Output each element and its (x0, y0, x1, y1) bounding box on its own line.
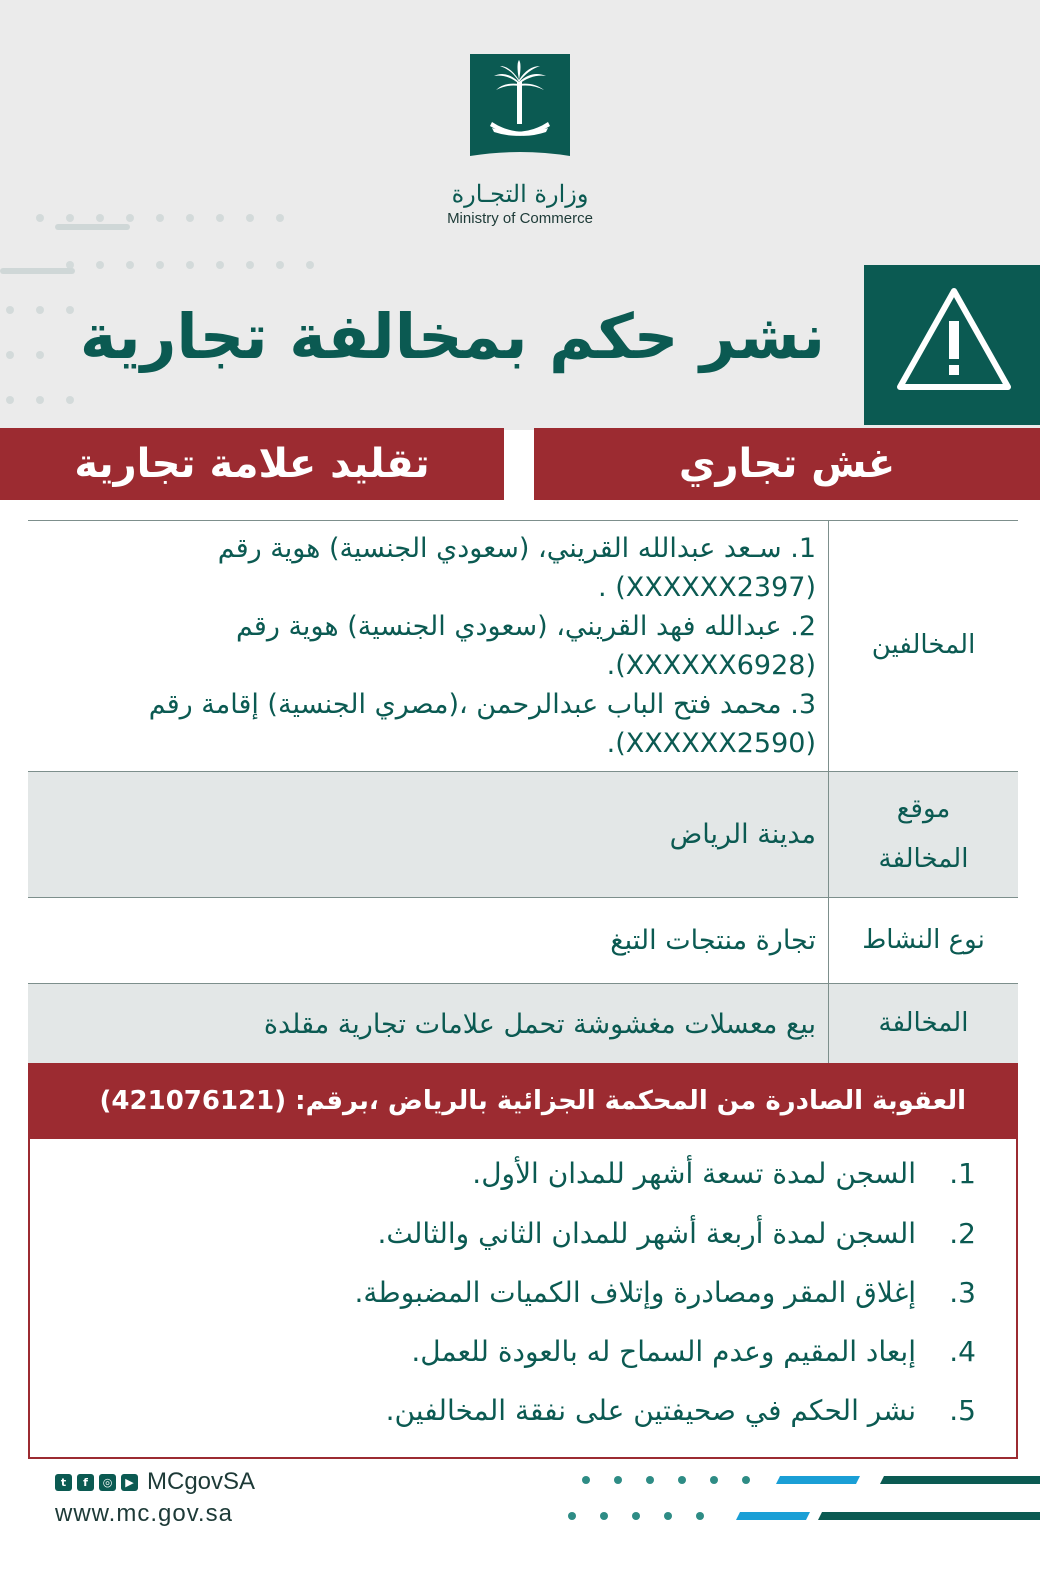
ministry-name-english: Ministry of Commerce (447, 210, 593, 227)
activity-label: نوع النشاط (828, 898, 1018, 983)
violator-item: 2. عبدالله فهد القريني، (سعودي الجنسية) هوية رقم (XXXXXX6928). (235, 610, 816, 681)
penalty-heading: العقوبة الصادرة من المحكمة الجزائية بالرياض ،برقم: (421076121) (28, 1063, 1018, 1139)
location-row (28, 772, 1018, 898)
penalty-number: 3. (949, 1276, 976, 1309)
warning-triangle-icon (894, 285, 1014, 395)
penalty-item (386, 1394, 976, 1427)
tag-commercial-fraud: غش تجاري (534, 428, 1040, 500)
penalty-list (28, 1139, 1018, 1459)
violators-label: المخالفين (828, 521, 1018, 771)
youtube-icon[interactable]: ▶ (121, 1474, 138, 1491)
penalty-item (355, 1276, 976, 1309)
violator-item: 3. محمد فتح الباب عبدالرحمن ،(مصري الجنسية) إقامة رقم (XXXXXX2590). (148, 689, 816, 760)
violation-row (28, 984, 1018, 1065)
violation-value: بيع معسلات مغشوشة تحمل علامات تجارية مقلدة (263, 1008, 816, 1040)
penalty-number: 1. (949, 1157, 976, 1190)
palm-swords-emblem-icon (466, 52, 574, 160)
ministry-name-arabic: وزارة التجـارة (451, 180, 589, 208)
decorative-footer-lines (560, 1472, 1040, 1532)
website-link[interactable]: www.mc.gov.sa (55, 1500, 233, 1527)
violator-item: 1. سـعد عبدالله القريني، (سعودي الجنسية) هوية رقم (XXXXXX2397) . (217, 532, 816, 603)
details-table (28, 520, 1018, 1065)
penalty-text: إغلاق المقر ومصادرة وإتلاف الكميات المضبوطة. (354, 1276, 916, 1309)
footer (55, 1468, 255, 1528)
penalty-item (377, 1217, 976, 1250)
penalty-text: نشر الحكم في صحيفتين على نفقة المخالفين. (385, 1394, 916, 1427)
violation-label: المخالفة (828, 984, 1018, 1064)
penalty-number: 5. (949, 1394, 976, 1427)
violators-row (28, 521, 1018, 772)
page-title: نشر حكم بمخالفة تجارية (79, 300, 825, 373)
location-value: مدينة الرياض (669, 819, 816, 850)
penalty-text: إبعاد المقيم وعدم السماح له بالعودة للعمل. (411, 1335, 916, 1368)
facebook-icon[interactable]: f (77, 1474, 94, 1491)
twitter-icon[interactable]: t (55, 1474, 72, 1491)
activity-value: تجارة منتجات التبغ (610, 925, 816, 956)
instagram-icon[interactable]: ◎ (99, 1474, 116, 1491)
violators-value (28, 521, 828, 771)
activity-row (28, 898, 1018, 984)
location-label (828, 772, 1018, 897)
social-links (55, 1468, 255, 1496)
penalty-item (472, 1157, 976, 1190)
penalty-text: السجن لمدة أربعة أشهر للمدان الثاني والثالث. (377, 1217, 916, 1250)
social-handle[interactable]: MCgovSA (147, 1468, 256, 1495)
penalty-item (411, 1335, 976, 1368)
location-label-line: المخالفة (878, 843, 969, 874)
penalty-number: 4. (949, 1335, 976, 1368)
tag-trademark-imitation: تقليد علامة تجارية (0, 428, 504, 500)
penalty-number: 2. (949, 1217, 976, 1250)
penalty-text: السجن لمدة تسعة أشهر للمدان الأول. (472, 1157, 916, 1190)
warning-box (864, 265, 1040, 425)
ministry-logo (420, 52, 620, 227)
location-label-line: موقع (896, 794, 951, 825)
